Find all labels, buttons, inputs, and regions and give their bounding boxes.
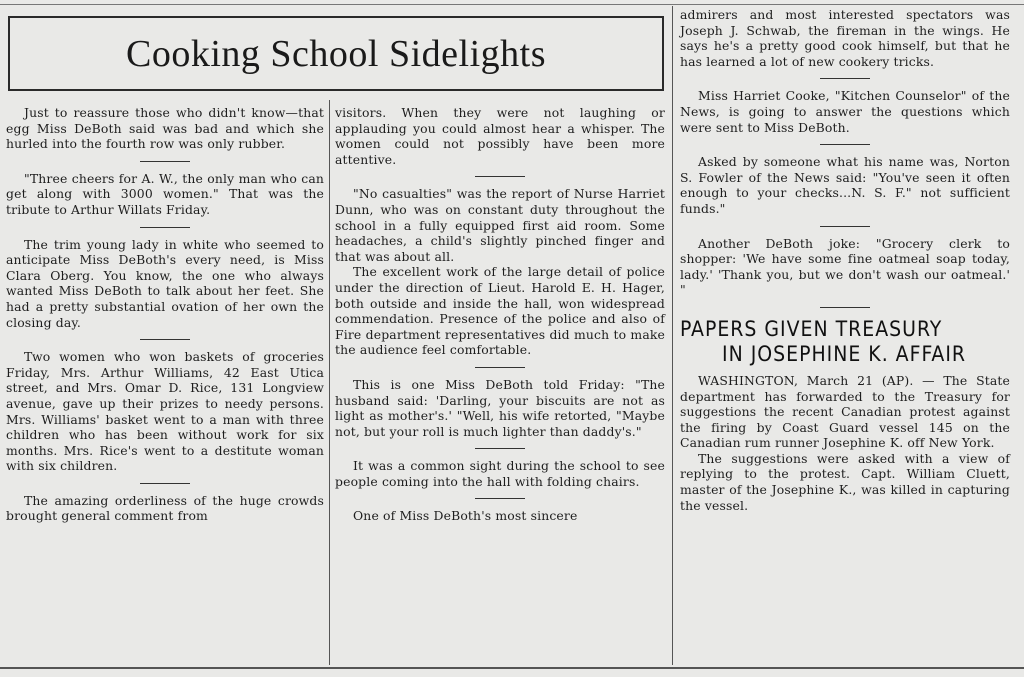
separator [475, 367, 525, 368]
paragraph: Two women who won baskets of groceries Friday, Mrs. Arthur Williams, 42 East Utica street, and Mrs. Omar D. Rice, 131 Longview avenue, gave up their prizes to needy persons. Mrs. Williams' basket went to a man with three children who has been without work for six months. Mrs. Rice's went to a destitute woman with six children. [6, 349, 324, 474]
headline: Cooking School Sidelights [126, 32, 546, 75]
separator [820, 307, 870, 308]
column-1 [6, 105, 324, 524]
headline-box [8, 16, 664, 91]
paragraph: It was a common sight during the school to see people coming into the hall with folding chairs. [335, 458, 665, 489]
column-2 [335, 105, 665, 524]
separator [140, 339, 190, 340]
paragraph: This is one Miss DeBoth told Friday: "The husband said: 'Darling, your biscuits are not as light as mother's.' "Well, his wife retorted, "Maybe not, but your roll is much lighter than daddy's." [335, 376, 665, 439]
separator [140, 161, 190, 162]
separator [820, 144, 870, 145]
story-headline-line-1: PAPERS GIVEN TREASURY [680, 316, 943, 341]
paragraph: Another DeBoth joke: "Grocery clerk to shopper: 'We have some fine oatmeal soap today, lady.' 'Thank you, but we don't wash our oatmeal.' " [680, 235, 1010, 298]
separator [140, 227, 190, 228]
paragraph: "No casualties" was the report of Nurse Harriet Dunn, who was on constant duty throughout the school in a fully equipped first aid room. Some headaches, a child's slightly pinched finger and that was about all. [335, 186, 665, 264]
paragraph: One of Miss DeBoth's most sincere [353, 508, 578, 524]
paragraph: admirers and most interested spectators was Joseph J. Schwab, the fireman in the wings. He says he's a pretty good cook himself, but that he has learned a lot of new cookery tricks. [680, 7, 1010, 69]
paragraph: Miss Harriet Cooke, "Kitchen Counselor" of the News, is going to answer the questions which were sent to Miss DeBoth. [680, 88, 1010, 135]
story-headline-line-2: IN JOSEPHINE K. AFFAIR [722, 341, 967, 366]
paragraph: The amazing orderliness of the huge crowds brought general comment from [6, 492, 324, 524]
paragraph: The trim young lady in white who seemed to anticipate Miss DeBoth's every need, is Miss Clara Oberg. You know, the one who always wanted Miss DeBoth to talk about her feet. She had a pretty substantial ovation of her own the closing day. [6, 236, 324, 330]
separator [140, 483, 190, 484]
bottom-rule [0, 667, 1024, 669]
paragraph: "Three cheers for A. W., the only man who can get along with 3000 women." That was the tribute to Arthur Willats Friday. [6, 170, 324, 217]
column-divider-1 [329, 100, 330, 665]
separator [820, 226, 870, 227]
column-divider-2 [672, 6, 673, 665]
paragraph: The excellent work of the large detail of police under the direction of Lieut. Harold E. H. Hager, both outside and inside the hall, won widespread commendation. Presence of the police and also of Fire department representatives did much to make the audience feel comfortable. [335, 264, 665, 358]
separator [475, 176, 525, 177]
separator [475, 498, 525, 499]
separator [820, 78, 870, 79]
paragraph: Just to reassure those who didn't know—that egg Miss DeBoth said was bad and which she hurled into the fourth row was only rubber. [6, 105, 324, 152]
top-rule [0, 4, 1024, 5]
separator [475, 448, 525, 449]
paragraph: visitors. When they were not laughing or applauding you could almost hear a whisper. The women could not possibly have been more attentive. [335, 105, 665, 167]
paragraph: WASHINGTON, March 21 (AP). — The State department has forwarded to the Treasury for suggestions the recent Canadian protest against the firing by Coast Guard vessel 145 on the Canadian rum runner Josephine K. off New York. [680, 372, 1010, 451]
column-3 [680, 7, 1010, 513]
paragraph: The suggestions were asked with a view of replying to the protest. Capt. William Cluett, master of the Josephine K., was killed in capturing the vessel. [680, 450, 1010, 513]
paragraph: Asked by someone what his name was, Norton S. Fowler of the News said: "You've seen it often enough to your checks...N. S. F." not sufficient funds." [680, 154, 1010, 216]
